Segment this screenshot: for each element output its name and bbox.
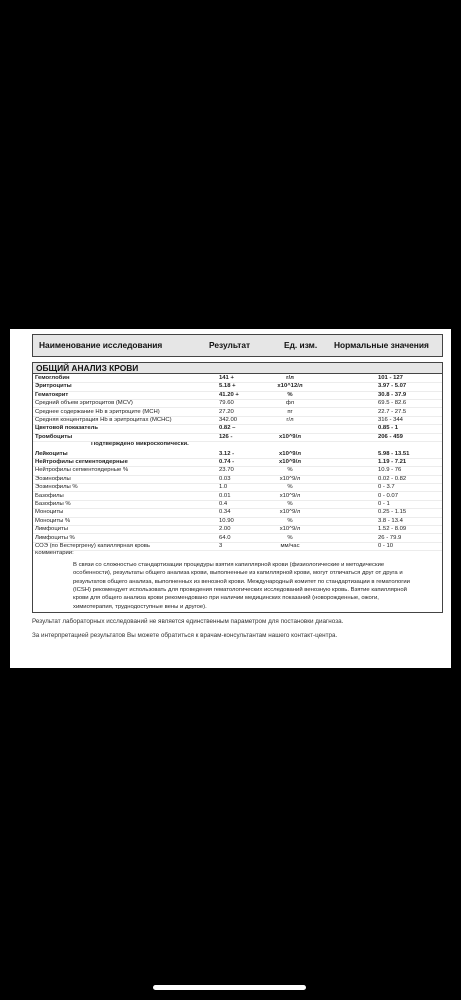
test-result: 64.0 (219, 534, 231, 541)
test-name: Базофилы (35, 492, 64, 499)
test-unit-text: пг (287, 408, 293, 415)
test-name: Базофилы % (35, 501, 71, 507)
test-result: 2.00 (219, 526, 231, 533)
test-unit-text: % (287, 534, 293, 541)
test-norm: 0.25 - 1.15 (378, 509, 407, 516)
test-unit-text: фл (285, 400, 295, 407)
test-unit-text: % (287, 517, 293, 524)
test-norm: 1.19 - 7.21 (378, 459, 407, 465)
test-unit-text: % (287, 484, 293, 491)
test-result: 141 + (219, 375, 234, 381)
test-norm: 0 - 10 (378, 543, 394, 549)
test-norm: 0 - 0.07 (378, 492, 398, 499)
test-unit-text: x10^9/л (279, 450, 301, 457)
test-unit-text: г/л (286, 375, 294, 381)
test-norm: 10.9 - 76 (378, 467, 402, 474)
footer-contact: За интерпретацией результатов Вы можете обратиться к врачам-консультантам нашего контакт-центра. (32, 632, 338, 639)
test-norm: 0 - 3.7 (378, 484, 395, 491)
test-name: Эозинофилы (35, 475, 71, 482)
test-result: 23.70 (219, 467, 234, 474)
test-result: 0.34 (219, 509, 231, 516)
test-name: Моноциты % (35, 517, 71, 524)
test-name: СОЭ (по Вестергрену) капиллярная кровь (35, 543, 150, 549)
test-norm: 0 - 1 (378, 501, 390, 507)
test-norm: 3.97 - 5.07 (378, 383, 407, 390)
test-norm: 0.85 - 1 (378, 425, 398, 432)
test-result: 1.0 (219, 484, 228, 491)
test-unit-text: x10^9/л (279, 433, 301, 440)
test-name: Средняя концентрация Hb в эритроцитах (MCHC) (35, 417, 172, 423)
test-norm: 101 - 127 (378, 375, 403, 381)
test-norm: 1.52 - 8.09 (378, 526, 407, 533)
table-row (33, 542, 442, 551)
test-unit-text: мм/час (280, 543, 300, 549)
test-name: Лимфоциты % (35, 534, 75, 541)
comment-line: результатов общего анализа, выполненных из венозной крови. Международный комитет по стандартизации в гематологии (73, 578, 410, 585)
test-name: Моноциты (35, 509, 64, 516)
test-name: Лейкоциты (35, 450, 68, 457)
test-unit-text: % (287, 467, 293, 474)
comment-box (32, 561, 443, 613)
section-title: ОБЩИЙ АНАЛИЗ КРОВИ (36, 363, 139, 373)
test-norm: 206 - 459 (378, 433, 403, 440)
comment-line: крови для общего анализа крови рекомендовано при наличии медицинских показаний (новорожденные, ожоги, (73, 595, 379, 602)
microscopy-confirmed-note: Подтверждено микроскопически. (91, 441, 189, 448)
test-result: 3.12 - (219, 450, 235, 457)
test-result: 126 - (219, 433, 233, 440)
test-unit-text: % (287, 501, 293, 507)
comment-line: химиотерапия, труднодоступные вены и другое). (73, 603, 207, 610)
test-result: 5.18 + (219, 383, 236, 390)
test-result: 3 (219, 543, 223, 549)
test-name: Эозинофилы % (35, 484, 78, 491)
header-name: Наименование исследования (39, 340, 163, 350)
home-indicator[interactable] (153, 985, 306, 990)
footer-disclaimer: Результат лабораторных исследований не является единственным параметром для постановки диагноза. (32, 618, 344, 625)
test-unit-text: x10^12/л (277, 383, 303, 390)
test-result: 41.20 + (219, 391, 239, 398)
header-norm: Нормальные значения (334, 340, 429, 350)
test-result: 10.90 (219, 517, 234, 524)
test-norm: 69.5 - 82.6 (378, 400, 407, 407)
test-result: 0.03 (219, 475, 231, 482)
test-name: Среднее содержание Hb в эритроците (MCH) (35, 408, 160, 415)
header-result: Результат (209, 340, 251, 350)
test-result: 0.01 (219, 492, 231, 499)
test-result: 27.20 (219, 408, 234, 415)
test-name: Нейтрофилы сегментоядерные (35, 459, 128, 465)
test-name: Гемоглобин (35, 375, 70, 381)
test-result: 79.60 (219, 400, 234, 407)
test-unit-text: г/л (286, 417, 294, 423)
test-name: Тромбоциты (35, 433, 73, 440)
comment-label: Комментарий: (35, 550, 74, 557)
section-bar (32, 362, 443, 374)
table-header (32, 334, 443, 357)
test-unit-text: x10^9/л (279, 475, 301, 482)
comment-line: особенности), результаты общего анализа крови, выполненные из капиллярной крови, могут отличаться друг от друга и (73, 570, 403, 577)
test-name: Нейтрофилы сегментоядерные % (35, 467, 129, 474)
test-norm: 3.8 - 13.4 (378, 517, 403, 524)
test-unit-text: x10^9/л (279, 459, 301, 465)
comment-line: В связи со сложностью стандартизации процедуры взятия капиллярной крови (физиологические и методические (73, 562, 385, 568)
test-norm: 316 - 344 (378, 417, 403, 423)
test-name: Гематокрит (35, 391, 69, 398)
test-unit-text: % (287, 391, 293, 398)
table-row (33, 433, 442, 442)
test-name: Цветовой показатель (35, 425, 98, 432)
test-name: Эритроциты (35, 383, 72, 390)
test-result: 342.00 (219, 417, 238, 423)
test-norm: 5.98 - 13.51 (378, 450, 410, 457)
test-norm: 22.7 - 27.5 (378, 408, 407, 415)
test-norm: 30.8 - 37.9 (378, 391, 407, 398)
test-norm: 0.02 - 0.82 (378, 475, 407, 482)
header-unit: Ед. изм. (284, 340, 318, 350)
test-result: 0.4 (219, 501, 228, 507)
lab-report-sheet (10, 329, 451, 668)
test-name: Средний объем эритроцитов (MCV) (35, 400, 133, 407)
test-unit-text: x10^9/л (279, 526, 301, 533)
test-result: 0.82 – (219, 425, 236, 432)
results-table (32, 374, 443, 561)
test-name: Лимфоциты (35, 526, 68, 533)
test-norm: 26 - 79.9 (378, 534, 402, 541)
test-result: 0.74 - (219, 459, 235, 465)
comment-line: (ICSH) рекомендует использовать для проведения гематологических исследований венозную кровь. Взятие капиллярной (73, 586, 407, 593)
test-unit-text: x10^9/л (279, 509, 301, 516)
test-unit-text: x10^9/л (279, 492, 301, 499)
